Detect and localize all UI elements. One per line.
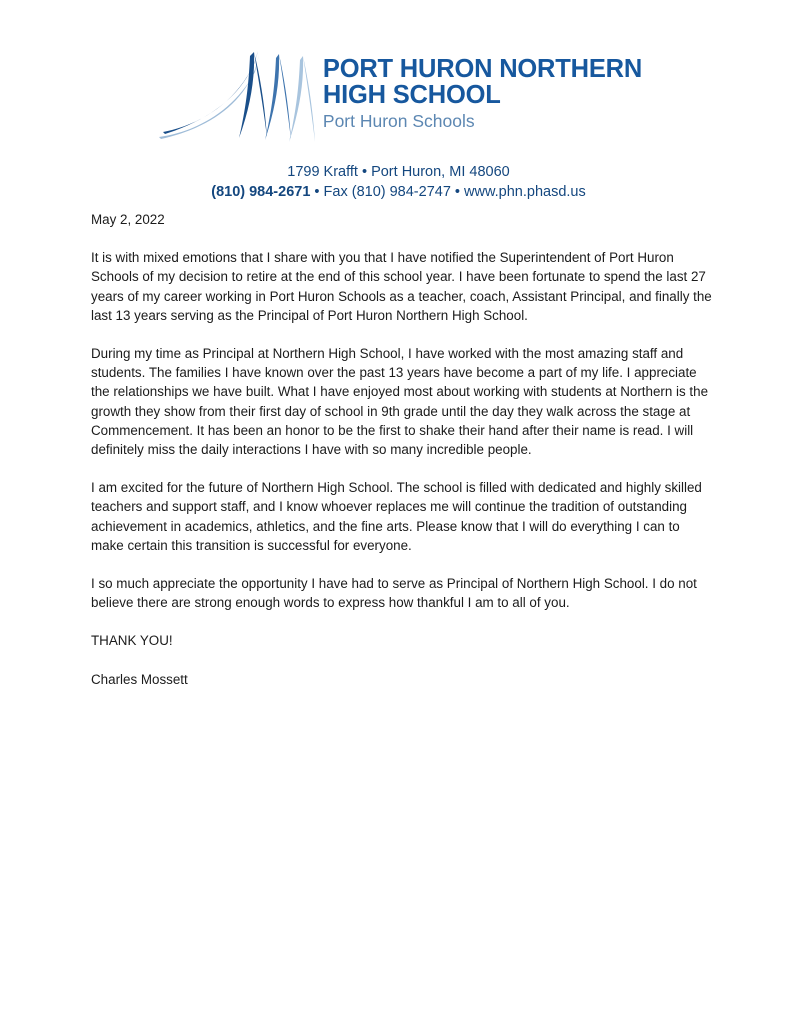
letter-paragraph-4: I so much appreciate the opportunity I have had to serve as Principal of Northern High School. I do not believe there are strong enough words to express how thankful I am to all of you. — [91, 576, 697, 611]
contact-phone-number[interactable]: (810) 984-2671 — [211, 184, 311, 200]
letterhead — [0, 0, 797, 202]
letter-closing: THANK YOU! — [91, 633, 173, 649]
school-logo — [155, 46, 642, 144]
school-name-line-1: PORT HURON NORTHERN — [322, 55, 643, 83]
contact-phone-line — [211, 182, 586, 202]
contact-fax-and-website[interactable]: • Fax (810) 984-2747 • www.phn.phasd.us — [310, 184, 586, 200]
letter-body — [91, 210, 712, 689]
contact-block — [211, 162, 586, 202]
letter-paragraph-3: I am excited for the future of Northern High School. The school is filled with dedicated and highly skilled teachers and support staff, and I know whoever replaces me will continue the tradition of outstanding achievement in academics, athletics, and the fine arts. Please know that I will do everything I can to make certain this transition is successful for everyone. — [91, 480, 702, 553]
letter-date: May 2, 2022 — [91, 212, 165, 227]
port-huron-northern-sails-logo-mark — [155, 46, 319, 144]
contact-address-line: 1799 Krafft • Port Huron, MI 48060 — [287, 164, 510, 180]
letter-signature: Charles Mossett — [91, 671, 188, 687]
school-name-line-2: HIGH SCHOOL — [322, 81, 501, 109]
district-tagline: Port Huron Schools — [322, 111, 475, 131]
letter-paragraph-2: During my time as Principal at Northern High School, I have worked with the most amazing staff and students. The families I have known over the past 13 years have become a part of my life. I appreciate the relationships we have built. What I have enjoyed most about working with students at Northern is the growth they show from their first day of school in 9th grade until the day they walk across the stage at Commencement. It has been an honor to be the first to shake their hand after their name is read. I will definitely miss the daily interactions I have with so many incredible people. — [91, 346, 709, 458]
logo-wordmark — [323, 46, 642, 132]
letter-paragraph-1: It is with mixed emotions that I share with you that I have notified the Superintendent of Port Huron Schools of my decision to retire at the end of this school year. I have been fortunate to spend the last 27 years of my career working in Port Huron Schools as a teacher, coach, Assistant Principal, and finally the last 13 years serving as the Principal of Port Huron Northern High School. — [91, 250, 712, 323]
